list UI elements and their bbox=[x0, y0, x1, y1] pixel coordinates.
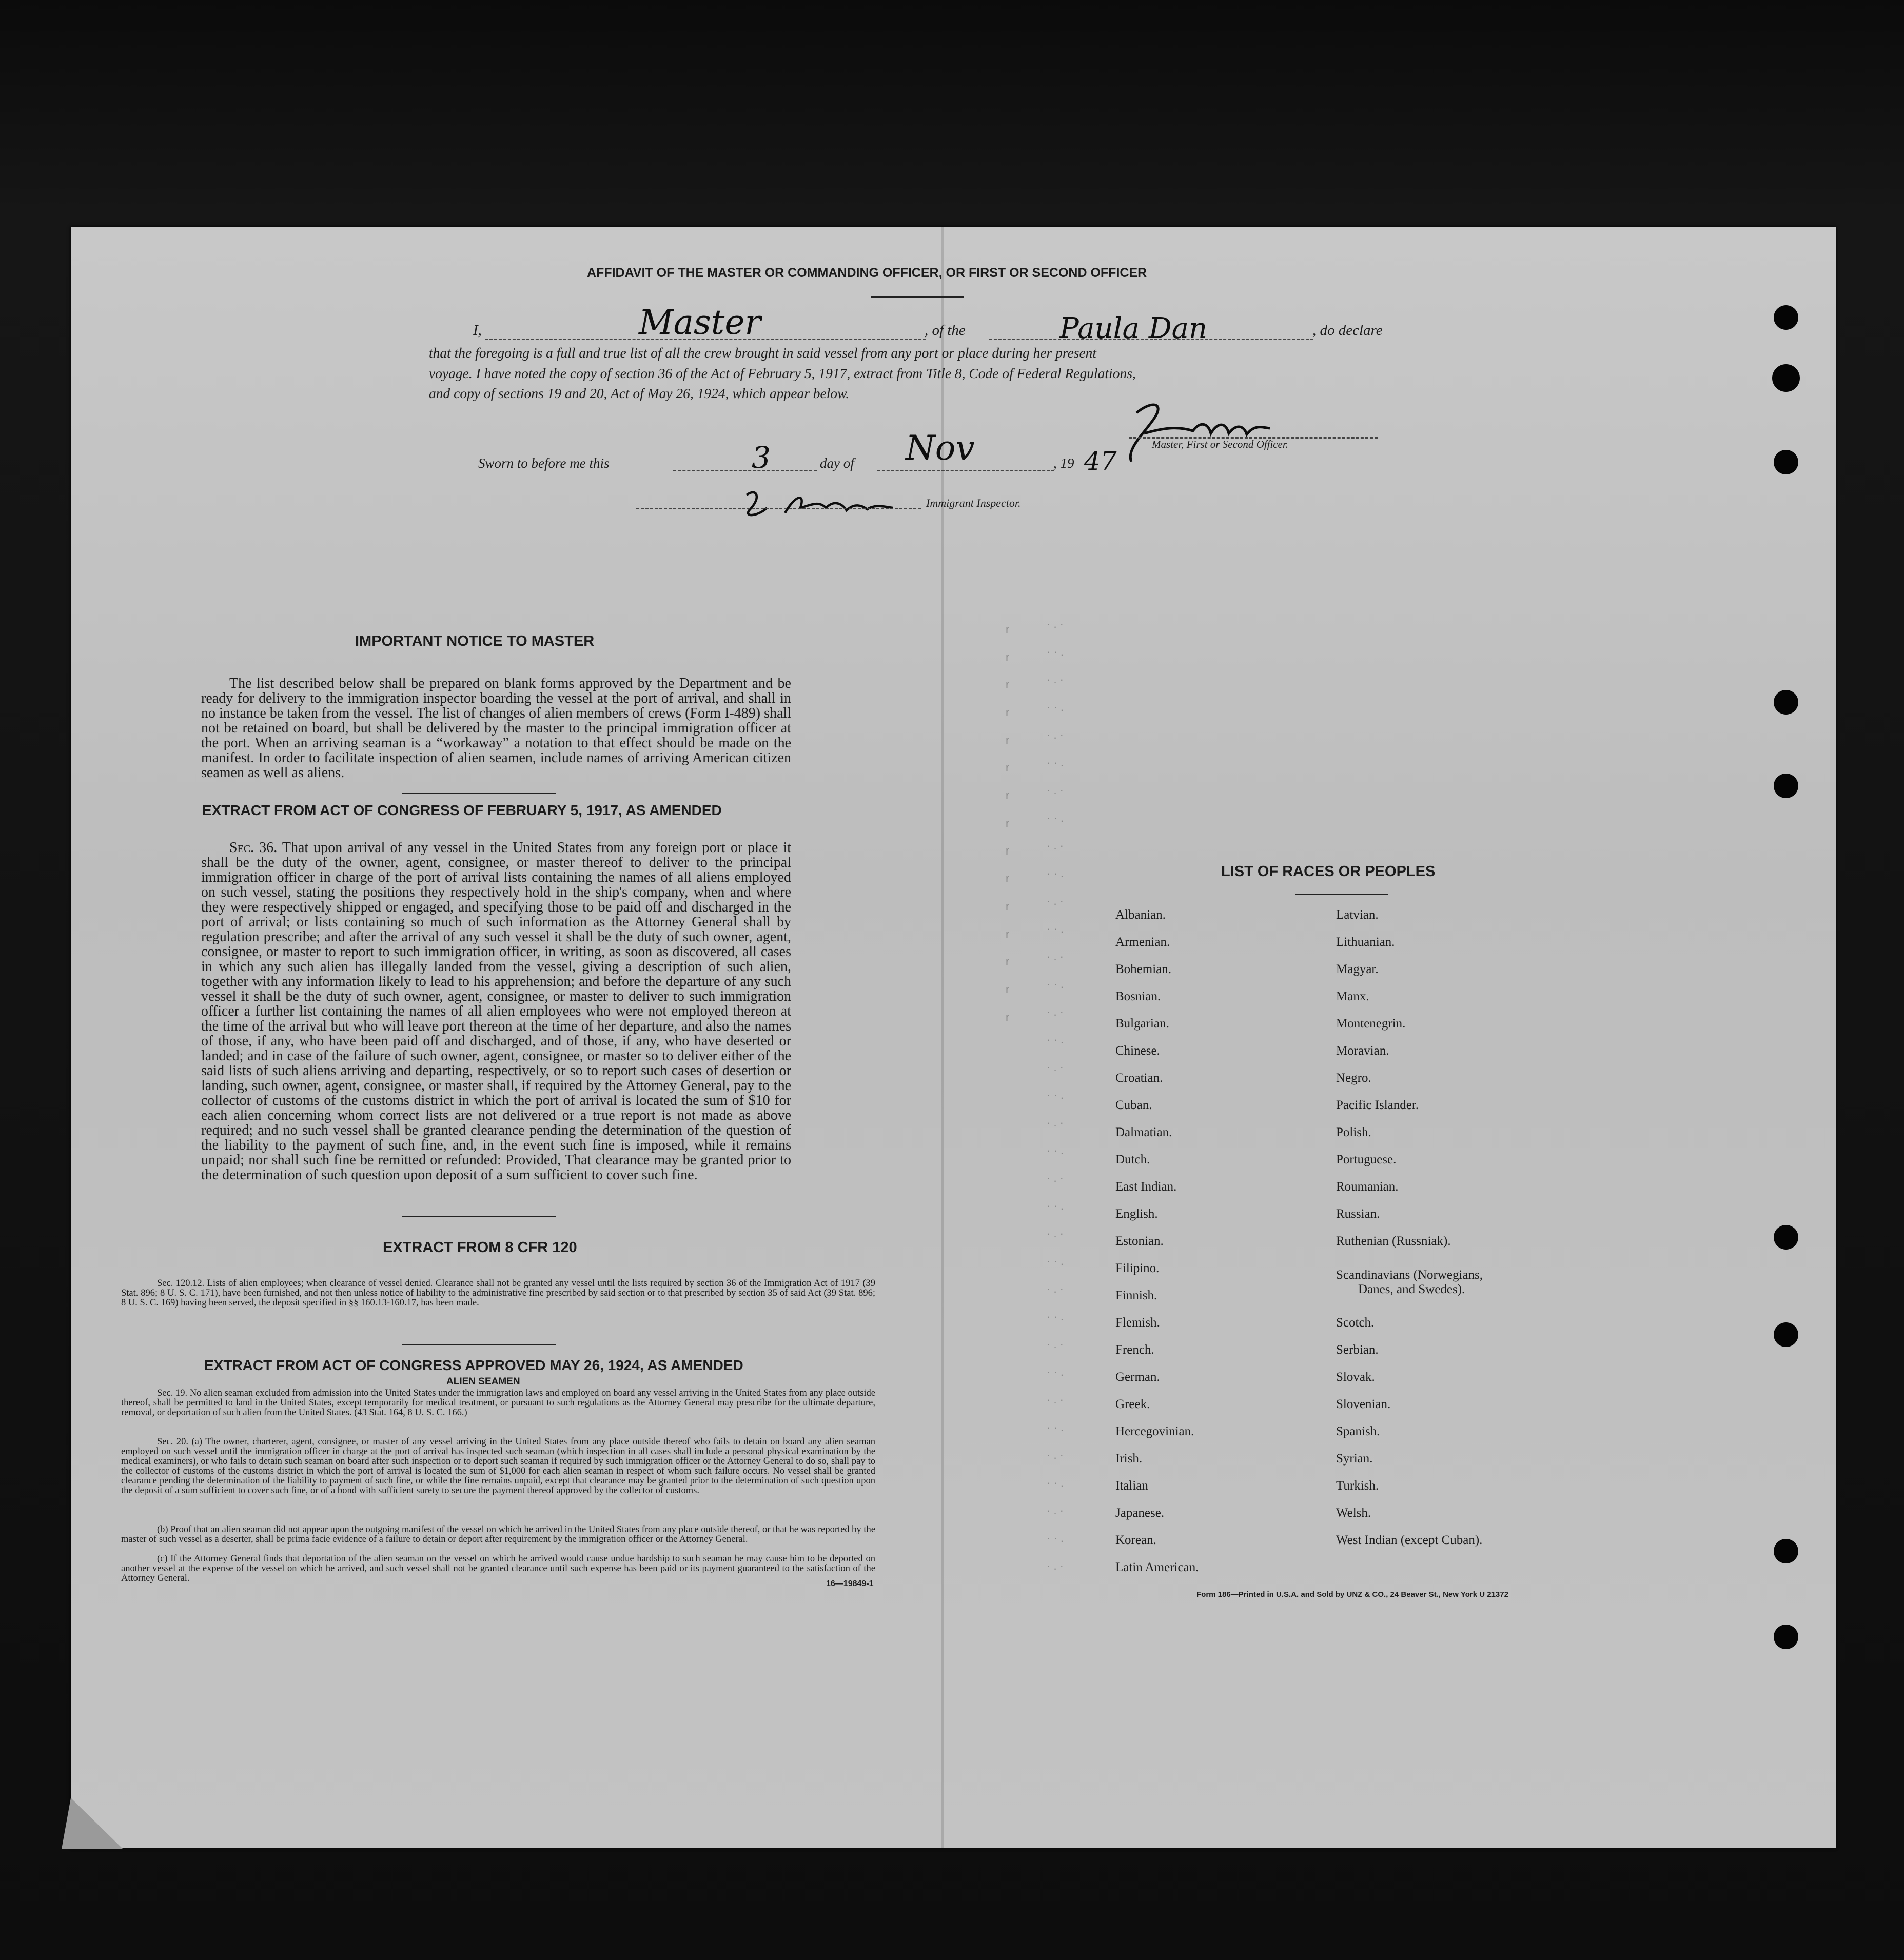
race-left-19: Hercegovinian. bbox=[1115, 1424, 1194, 1438]
sec-20a-text: Sec. 20. (a) The owner, charterer, agent, consignee, or master of any vessel arriving in the United States from any place outside thereof who fails to detain on board any alien seaman employed on such vessel until the immigration officer in charge at the port of arrival has inspected such seaman (which inspection in all cases shall include a personal physical examination by the medical examiners), or who fails to detain such seaman on board after such inspection or to deport such seaman if required by such immigration officer or the Attorney General to do so, shall pay to the collector of customs of the customs district in which the port of arrival is located the sum of $1,000 for each alien seaman in respect of whom such failure occurs. No vessel shall be granted clearance pending the determination of the liability to payment of such fine, or while the fine remains unpaid, except that clearance may be granted prior to the determination of such question upon the deposit of a sum sufficient to cover such fine, or of a bond with sufficient surety to secure the payment thereof approved by the collector of customs. bbox=[121, 1437, 875, 1496]
master-name-handwritten: Master bbox=[639, 303, 761, 342]
printer-footer: Form 186—Printed in U.S.A. and Sold by UNZ & CO., 24 Beaver St., New York U 21372 bbox=[1196, 1590, 1508, 1599]
race-left-2: Bohemian. bbox=[1115, 962, 1172, 976]
race-right-5: Moravian. bbox=[1336, 1044, 1389, 1058]
race-left-0: Albanian. bbox=[1115, 908, 1166, 922]
race-right-8: Polish. bbox=[1336, 1125, 1371, 1139]
affidavit-of-the: , of the bbox=[925, 322, 966, 339]
race-left-7: Cuban. bbox=[1115, 1098, 1152, 1112]
divider bbox=[402, 1216, 556, 1217]
race-left-23: Korean. bbox=[1115, 1533, 1156, 1547]
punch-hole bbox=[1772, 364, 1800, 392]
month-line bbox=[877, 470, 1054, 471]
race-left-6: Croatian. bbox=[1115, 1071, 1163, 1085]
race-right-7: Pacific Islander. bbox=[1336, 1098, 1419, 1112]
race-right-21: Welsh. bbox=[1336, 1506, 1371, 1520]
day-of-label: day of bbox=[820, 456, 854, 471]
affidavit-line-2: that the foregoing is a full and true list of all the crew brought in said vessel from any port or place during her present bbox=[429, 345, 1097, 361]
punch-hole bbox=[1774, 1539, 1798, 1563]
affidavit-line-3: voyage. I have noted the copy of section 36 of the Act of February 5, 1917, extract from Title 8, Code of Federal Regulations, bbox=[429, 365, 1136, 381]
race-right-9: Portuguese. bbox=[1336, 1153, 1397, 1166]
sec-20b-text: (b) Proof that an alien seaman did not appear upon the outgoing manifest of the vessel on which he arrived in the United States from any place outside thereof, or that he was reported by the master of such vessel as a deserter, shall be prima facie evidence of a failure to detain or deport after requirement by the immigration officer or the Attorney General. bbox=[121, 1525, 875, 1545]
race-left-13: Filipino. bbox=[1115, 1261, 1160, 1275]
race-left-10: East Indian. bbox=[1115, 1180, 1177, 1194]
year-prefix: , 19 bbox=[1053, 456, 1074, 471]
races-title: LIST OF RACES OR PEOPLES bbox=[1221, 863, 1436, 880]
affidavit-line-4: and copy of sections 19 and 20, Act of May 26, 1924, which appear below. bbox=[429, 385, 850, 401]
punch-hole bbox=[1774, 690, 1798, 715]
race-left-4: Bulgarian. bbox=[1115, 1017, 1169, 1031]
race-left-9: Dutch. bbox=[1115, 1153, 1150, 1166]
alien-seamen-subtitle: ALIEN SEAMEN bbox=[446, 1376, 520, 1387]
punch-hole bbox=[1774, 1322, 1798, 1347]
race-right-19: Syrian. bbox=[1336, 1452, 1373, 1466]
cfr-title: EXTRACT FROM 8 CFR 120 bbox=[383, 1239, 577, 1256]
race-left-24: Latin American. bbox=[1115, 1560, 1199, 1574]
race-right-22: West Indian (except Cuban). bbox=[1336, 1533, 1483, 1547]
signature-caption: Master, First or Second Officer. bbox=[1152, 438, 1288, 450]
act-1917-title: EXTRACT FROM ACT OF CONGRESS OF FEBRUARY 5, 1917, AS AMENDED bbox=[202, 802, 722, 818]
vessel-name-handwritten: Paula Dan bbox=[1059, 312, 1208, 345]
race-left-5: Chinese. bbox=[1115, 1044, 1160, 1058]
affidavit-i-label: I, bbox=[473, 322, 482, 339]
race-right-16: Slovak. bbox=[1336, 1370, 1375, 1384]
notice-text: The list described below shall be prepared on blank forms approved by the Department and be ready for delivery to the immigration inspector boarding the vessel at the port of arrival, and shall in no instance be taken from the vessel. The list of changes of alien members of crews (Form I-489) shall not be retained on board, but shall be delivered by the master to the principal immigration officer at the port. When an arriving seaman is a “workaway” a notation to that effect should be made on the manifest. In order to facilitate inspection of alien seamen, include names of arriving American citizen seamen as well as aliens. bbox=[201, 676, 791, 781]
month-handwritten: Nov bbox=[906, 428, 975, 468]
affidavit-title: AFFIDAVIT OF THE MASTER OR COMMANDING OFFICER, OR FIRST OR SECOND OFFICER bbox=[587, 266, 1147, 280]
divider bbox=[402, 1344, 556, 1345]
race-left-22: Japanese. bbox=[1115, 1506, 1165, 1520]
race-left-1: Armenian. bbox=[1115, 935, 1170, 949]
race-right-11: Russian. bbox=[1336, 1207, 1380, 1221]
race-left-18: Greek. bbox=[1115, 1397, 1150, 1411]
race-right-12: Ruthenian (Russniak). bbox=[1336, 1234, 1451, 1248]
folded-corner bbox=[62, 1798, 123, 1849]
bleed-through-column: r r r r r r r r r r r r r r r bbox=[1006, 623, 1010, 1023]
sworn-label: Sworn to before me this bbox=[478, 456, 610, 471]
sec-36-text: That upon arrival of any vessel in the United States from any foreign port or place it shall be the duty of the owner, agent, consignee, or master thereof to deliver to the principal immigration officer in charge of the port of arrival lists containing the names of all aliens employed on such vessel, stating the positions they respectively hold in the ship's company, when and where they were respectively shipped or engaged, and specifying those to be paid off and discharged in the port of arrival; or lists containing so much of such information as the Attorney General shall by regulation prescribe; and after the arrival of any such vessel it shall be the duty of such owner, agent, consignee, or master to report to such immigration officer, in writing, as soon as discovered, all cases in which any such alien has illegally landed from the vessel, giving a description of such alien, together with any information likely to lead to his apprehension; and before the departure of any such vessel it shall be the duty of such owner, agent, consignee, or master to deliver to such immigration officer a further list containing the names of all alien employees who were not employed thereon at the time of the arrival but who will leave port thereon at the time of her departure, and also the names of those, if any, who have been paid off and discharged, and of those, if any, who have deserted or landed; and in case of the failure of such owner, agent, consignee, or master so to deliver either of the said lists of such aliens arriving and departing, respectively, or so to report such cases of desertion or landing, such owner, agent, consignee, or master shall, if required by the Attorney General, pay to the collector of customs of the customs district in which the port of arrival is located the sum of $10 for each alien concerning whom correct lists are not delivered or a true report is not made as above required; and no such vessel shall be granted clearance pending the determination of the question of the liability to the payment of such fine, and, in the event such fine is imposed, while it remains unpaid; nor shall such fine be remitted or refunded: Provided, That clearance may be granted prior to the determination of such question upon deposit of a sum sufficient to cover such fine. bbox=[201, 840, 791, 1183]
act-1924-title: EXTRACT FROM ACT OF CONGRESS APPROVED MAY 26, 1924, AS AMENDED bbox=[204, 1357, 743, 1373]
race-left-11: English. bbox=[1115, 1207, 1158, 1221]
race-right-20: Turkish. bbox=[1336, 1479, 1379, 1493]
race-right-3: Manx. bbox=[1336, 989, 1369, 1003]
sec-20c-text: (c) If the Attorney General finds that deportation of the alien seaman on the vessel on which he arrived would cause undue hardship to such seaman he may cause him to be deported on another vessel at the expense of the vessel on which he arrived, and such vessel shall not be granted clearance until such expense has been paid or its payment guaranteed to the satisfaction of the Attorney General. bbox=[121, 1554, 875, 1583]
race-right-15: Serbian. bbox=[1336, 1343, 1379, 1357]
sec-19-text: Sec. 19. No alien seaman excluded from admission into the United States under the immigration laws and employed on board any vessel arriving in the United States from any place outside thereof, shall be permitted to land in the United States, except temporarily for medical treatment, or pursuant to such regulations as the Attorney General may prescribe for the ultimate departure, removal, or deportation of such alien from the United States. (43 Stat. 164, 8 U. S. C. 166.) bbox=[121, 1388, 875, 1418]
race-right-18: Spanish. bbox=[1336, 1424, 1380, 1438]
race-right-10: Roumanian. bbox=[1336, 1180, 1399, 1194]
notice-title: IMPORTANT NOTICE TO MASTER bbox=[355, 633, 595, 649]
race-left-20: Irish. bbox=[1115, 1452, 1143, 1466]
cfr-text: Sec. 120.12. Lists of alien employees; when clearance of vessel denied. Clearance shall not be granted any vessel until the lists required by section 36 of the Immigration Act of 1917 (39 Stat. 896; 8 U. S. C. 171), have been furnished, and not then unless notice of liability to the administrative fine prescribed by said section or to that prescribed by section 35 of said Act (39 Stat. 896; 8 U. S. C. 169) having been served, the deposit specified in §§ 160.13-160.17, has been made. bbox=[121, 1278, 875, 1308]
divider bbox=[402, 793, 556, 794]
day-handwritten: 3 bbox=[752, 440, 771, 475]
race-right-1: Lithuanian. bbox=[1336, 935, 1395, 949]
punch-hole bbox=[1774, 1225, 1798, 1250]
sec-36-label: Sec. 36. bbox=[229, 840, 278, 856]
affidavit-declare: , do declare bbox=[1312, 322, 1383, 339]
race-left-16: French. bbox=[1115, 1343, 1154, 1357]
race-left-17: German. bbox=[1115, 1370, 1160, 1384]
inspector-line bbox=[636, 508, 921, 509]
race-right-13-cont: Danes, and Swedes). bbox=[1358, 1282, 1465, 1296]
year-handwritten: 47 bbox=[1084, 446, 1117, 476]
divider bbox=[871, 296, 964, 298]
race-left-3: Bosnian. bbox=[1115, 989, 1161, 1003]
divider bbox=[1295, 894, 1388, 895]
bleed-through-column: · . · · · . · . · · · . · . · · · . · . · · · . · . · · · . · . · · · . · . · · · . · . · · · . · . · · · . · . · · · . · . · · · . · . · · · . · . · · · . · . · · · . · . · · · . · . · · · . · . · · · . · . · bbox=[1047, 618, 1064, 1572]
race-right-13: Scandinavians (Norwegians, bbox=[1336, 1268, 1483, 1282]
punch-hole bbox=[1774, 774, 1798, 798]
master-signature bbox=[1116, 398, 1280, 467]
punch-hole bbox=[1774, 305, 1798, 330]
race-left-21: Italian bbox=[1115, 1479, 1148, 1493]
punch-hole bbox=[1774, 1625, 1798, 1649]
race-right-4: Montenegrin. bbox=[1336, 1017, 1406, 1031]
inspector-signature bbox=[739, 485, 924, 526]
form-number: 16—19849-1 bbox=[826, 1579, 874, 1588]
race-right-14: Scotch. bbox=[1336, 1316, 1375, 1330]
day-line bbox=[673, 470, 817, 471]
race-left-8: Dalmatian. bbox=[1115, 1125, 1172, 1139]
race-right-0: Latvian. bbox=[1336, 908, 1379, 922]
race-right-17: Slovenian. bbox=[1336, 1397, 1391, 1411]
race-left-15: Flemish. bbox=[1115, 1316, 1160, 1330]
inspector-caption: Immigrant Inspector. bbox=[926, 497, 1021, 509]
race-left-14: Finnish. bbox=[1115, 1289, 1157, 1302]
punch-hole bbox=[1774, 450, 1798, 474]
act-1917-text bbox=[201, 840, 791, 1182]
race-left-12: Estonian. bbox=[1115, 1234, 1164, 1248]
race-right-6: Negro. bbox=[1336, 1071, 1371, 1085]
race-right-2: Magyar. bbox=[1336, 962, 1379, 976]
